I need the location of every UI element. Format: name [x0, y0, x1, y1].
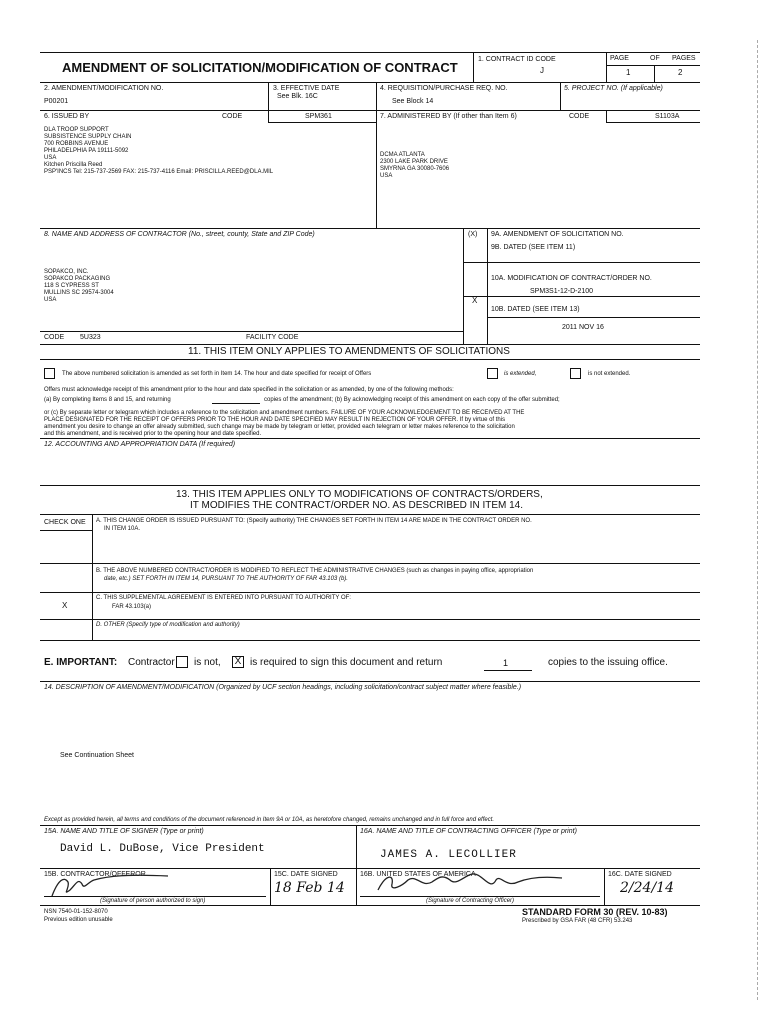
issued-code-value: SPM361 [305, 113, 332, 120]
rule [604, 868, 605, 905]
item11-line: The above numbered solicitation is amended as set forth in Item 14. The hour and date specified for receipt of Offers [62, 371, 372, 377]
rule [40, 640, 700, 641]
of-label: OF [650, 55, 660, 62]
rule [484, 670, 532, 671]
form-title: AMENDMENT OF SOLICITATION/MODIFICATION OF CONTRACT [62, 60, 458, 75]
item10b-label: 10B. DATED (SEE ITEM 13) [491, 306, 580, 313]
is-not-checkbox[interactable] [176, 656, 188, 668]
is-required-checkbox[interactable]: X [232, 656, 244, 668]
item16a-label: 16A. NAME AND TITLE OF CONTRACTING OFFICER (Type or print) [360, 828, 577, 835]
item13-c-x-mark: X [62, 601, 68, 610]
amendment-no-label: 2. AMENDMENT/MODIFICATION NO. [44, 85, 164, 92]
item15b-label: 15B. CONTRACTOR/OFFEROR [44, 871, 146, 878]
item9a-label: 9A. AMENDMENT OF SOLICITATION NO. [491, 231, 624, 238]
not-extended-checkbox[interactable] [570, 368, 581, 379]
issued-line: PSP'INCS Tel: 215-737-2569 FAX: 215-737-4116 Email: PRISCILLA.REED@DLA.MIL [44, 169, 274, 175]
admin-line: DCMA ATLANTA [380, 152, 425, 158]
contractor-code-label: CODE [44, 334, 65, 341]
important-text: copies to the issuing office. [548, 657, 668, 668]
administered-by-label: 7. ADMINISTERED BY (If other than Item 6) [380, 113, 517, 120]
item15a-label: 15A. NAME AND TITLE OF SIGNER (Type or print) [44, 828, 204, 835]
item11-line: PLACE DESIGNATED FOR THE RECEIPT OF OFFERS PRIOR TO THE HOUR AND DATE SPECIFIED MAY RESULT IN REJECTION OF YOUR OFFER. If by virtue of this [44, 417, 506, 423]
issued-line: USA [44, 155, 57, 161]
facility-code-label: FACILITY CODE [246, 334, 299, 341]
rule [268, 122, 376, 123]
item11-line: and this amendment, and is received prior to the opening hour and date specified. [44, 431, 262, 437]
contractor-label: 8. NAME AND ADDRESS OF CONTRACTOR (No., street, county, State and ZIP Code) [44, 231, 315, 238]
important-text: is required to sign this document and return [250, 657, 443, 668]
rule [40, 228, 700, 229]
admin-line: SMYRNA GA 30080-7606 [380, 166, 450, 172]
x-col-label: (X) [468, 231, 478, 238]
item13-title-2: IT MODIFIES THE CONTRACT/ORDER NO. AS DESCRIBED IN ITEM 14. [190, 500, 524, 511]
item10a-x-mark: X [472, 296, 478, 305]
item15c-label: 15C. DATE SIGNED [274, 871, 338, 878]
item16c-value: 2/24/14 [620, 880, 674, 896]
rule [356, 825, 357, 905]
contracting-officer-signature-icon [372, 868, 572, 898]
contractor-code-value: 5U323 [80, 334, 101, 341]
item13-c-text: FAR 43.103(a) [112, 604, 152, 610]
admin-line: 2300 LAKE PARK DRIVE [380, 159, 448, 165]
rule [40, 485, 700, 486]
nsn-text: NSN 7540-01-152-8070 [44, 909, 108, 915]
not-extended-label: is not extended. [588, 371, 631, 377]
project-no-label: 5. PROJECT NO. (If applicable) [564, 85, 663, 92]
item12-label: 12. ACCOUNTING AND APPROPRIATION DATA (If required) [44, 441, 236, 448]
item16a-value: JAMES A. LECOLLIER [380, 849, 517, 861]
issued-line: Kitchen Priscilla Reed [44, 162, 103, 168]
check-one-label: CHECK ONE [44, 519, 86, 526]
rule [40, 563, 700, 564]
rule [92, 514, 93, 640]
item10a-value: SPM3S1-12-D-2100 [530, 288, 594, 295]
page-value: 1 [626, 68, 631, 77]
rule [212, 403, 260, 404]
item16b-label: 16B. UNITED STATES OF AMERICA [360, 871, 476, 878]
is-not-label: is not, [194, 657, 221, 668]
contractor-line: SOPAKCO PACKAGING [44, 276, 111, 282]
item16b-caption: (Signature of Contracting Officer) [426, 898, 515, 904]
contractor-line: MULLINS SC 29574-3004 [44, 290, 114, 296]
rule [40, 52, 700, 53]
rule [40, 868, 700, 869]
contract-id-label: 1. CONTRACT ID CODE [478, 56, 556, 63]
issued-line: 700 ROBBINS AVENUE [44, 141, 109, 147]
except-text: Except as provided herein, all terms and conditions of the document referenced in Item 9A or 10A, as heretofore changed, remains unchanged and in full force and effect. [44, 817, 495, 823]
item11-line: (a) By completing Items 8 and 15, and returning [44, 397, 171, 403]
rule [40, 681, 700, 682]
rule [487, 317, 700, 318]
extended-label: is extended, [504, 371, 537, 377]
rule [40, 514, 700, 515]
page-label: PAGE [610, 55, 629, 62]
rule [487, 228, 488, 344]
pages-value: 2 [678, 68, 683, 77]
item11-line: Offers must acknowledge receipt of this amendment prior to the hour and date specified in the solicitation or as amended, by one of the following methods: [44, 387, 454, 393]
item11-line: amendment you desire to change an offer already submitted, such change may be made by telegram or letter, provided each telegram or letter makes reference to the solicitation [44, 424, 515, 430]
extended-checkbox[interactable] [487, 368, 498, 379]
item13-title-1: 13. THIS ITEM APPLIES ONLY TO MODIFICATIONS OF CONTRACTS/ORDERS, [176, 489, 543, 500]
rule [463, 296, 700, 297]
rule [40, 359, 700, 360]
rule [40, 592, 700, 593]
rule [463, 228, 464, 344]
standard-form-label: STANDARD FORM 30 (REV. 10-83) [522, 907, 668, 917]
rule [40, 619, 700, 620]
issued-line: PHILADELPHIA PA 19111-5092 [44, 148, 129, 154]
rule [473, 52, 474, 82]
item13-c-text: C. THIS SUPPLEMENTAL AGREEMENT IS ENTERED INTO PURSUANT TO AUTHORITY OF: [96, 595, 351, 601]
rule [268, 110, 269, 122]
rule [606, 110, 607, 122]
rule [40, 331, 463, 332]
rule [40, 344, 700, 345]
item13-a-text: IN ITEM 10A. [104, 526, 141, 532]
rule [606, 65, 700, 66]
rule [560, 82, 561, 110]
prescribed-by-text: Prescribed by GSA FAR (48 CFR) 53.243 [522, 918, 633, 924]
rule [606, 52, 607, 82]
rule [270, 868, 271, 905]
rule [376, 82, 377, 110]
copies-value: 1 [503, 658, 509, 668]
scan-margin [757, 40, 758, 1000]
rule [268, 82, 269, 110]
rule [40, 110, 700, 111]
item9b-label: 9B. DATED (SEE ITEM 11) [491, 244, 576, 251]
item16c-label: 16C. DATE SIGNED [608, 871, 672, 878]
item11-checkbox[interactable] [44, 368, 55, 379]
effective-date-value: See Blk. 16C [277, 93, 318, 100]
rule [40, 530, 92, 531]
item15b-caption: (Signature of person authorized to sign) [100, 898, 206, 904]
contractor-signature-icon [48, 870, 228, 900]
rule [606, 122, 700, 123]
rule [376, 110, 377, 228]
amendment-no-value: P00201 [44, 98, 69, 105]
item10a-label: 10A. MODIFICATION OF CONTRACT/ORDER NO. [491, 275, 652, 282]
important-label: E. IMPORTANT: [44, 657, 118, 668]
issued-by-label: 6. ISSUED BY [44, 113, 90, 120]
item13-d-text: D. OTHER (Specify type of modification and authority) [96, 622, 240, 628]
item11-title: 11. THIS ITEM ONLY APPLIES TO AMENDMENTS OF SOLICITATIONS [188, 346, 510, 357]
rule [463, 262, 700, 263]
item14-body: See Continuation Sheet [60, 752, 134, 759]
item10b-value: 2011 NOV 16 [562, 324, 604, 331]
item13-a-text: A. THIS CHANGE ORDER IS ISSUED PURSUANT TO: (Specify authority) THE CHANGES SET FORTH IN ITEM 14 ARE MADE IN THE CONTRACT ORDER NO. [96, 518, 532, 524]
rule [40, 825, 700, 826]
contractor-line: SOPAKCO, INC. [44, 269, 89, 275]
issued-code-label: CODE [222, 113, 243, 120]
important-text: Contractor [128, 657, 175, 668]
contract-id-value: J [540, 66, 544, 75]
requisition-label: 4. REQUISITION/PURCHASE REQ. NO. [380, 85, 508, 92]
item15a-value: David L. DuBose, Vice President [60, 843, 265, 855]
rule [40, 905, 700, 906]
rule [40, 82, 700, 83]
contractor-line: 118 S CYPRESS ST [44, 283, 99, 289]
item13-b-text: date, etc.) SET FORTH IN ITEM 14, PURSUANT TO THE AUTHORITY OF FAR 43.103 (b). [104, 576, 348, 582]
admin-code-value: S1103A [655, 113, 680, 120]
item11-line: or (c) By separate letter or telegram which includes a reference to the solicitation and amendment numbers. FAILURE OF YOUR ACKNOWLEDGEMENT TO BE RECEIVED AT THE [44, 410, 525, 416]
item11-line: copies of the amendment; (b) By acknowledging receipt of this amendment on each copy of the offer submitted; [264, 397, 560, 403]
admin-code-label: CODE [569, 113, 590, 120]
admin-line: USA [380, 173, 393, 179]
issued-line: SUBSISTENCE SUPPLY CHAIN [44, 134, 132, 140]
rule [654, 65, 655, 82]
item14-label: 14. DESCRIPTION OF AMENDMENT/MODIFICATION (Organized by UCF section headings, including solicitation/contract subject matter where feasible.) [44, 684, 522, 691]
previous-edition-text: Previous edition unusable [44, 917, 113, 923]
rule [40, 438, 700, 439]
requisition-value: See Block 14 [392, 98, 434, 105]
effective-date-label: 3. EFFECTIVE DATE [273, 85, 340, 92]
pages-label: PAGES [672, 55, 696, 62]
item13-b-text: B. THE ABOVE NUMBERED CONTRACT/ORDER IS MODIFIED TO REFLECT THE ADMINISTRATIVE CHANGES (such as changes in paying office, appropriation [96, 568, 534, 574]
issued-line: DLA TROOP SUPPORT [44, 127, 109, 133]
item15c-value: 18 Feb 14 [274, 880, 345, 896]
contractor-line: USA [44, 297, 57, 303]
